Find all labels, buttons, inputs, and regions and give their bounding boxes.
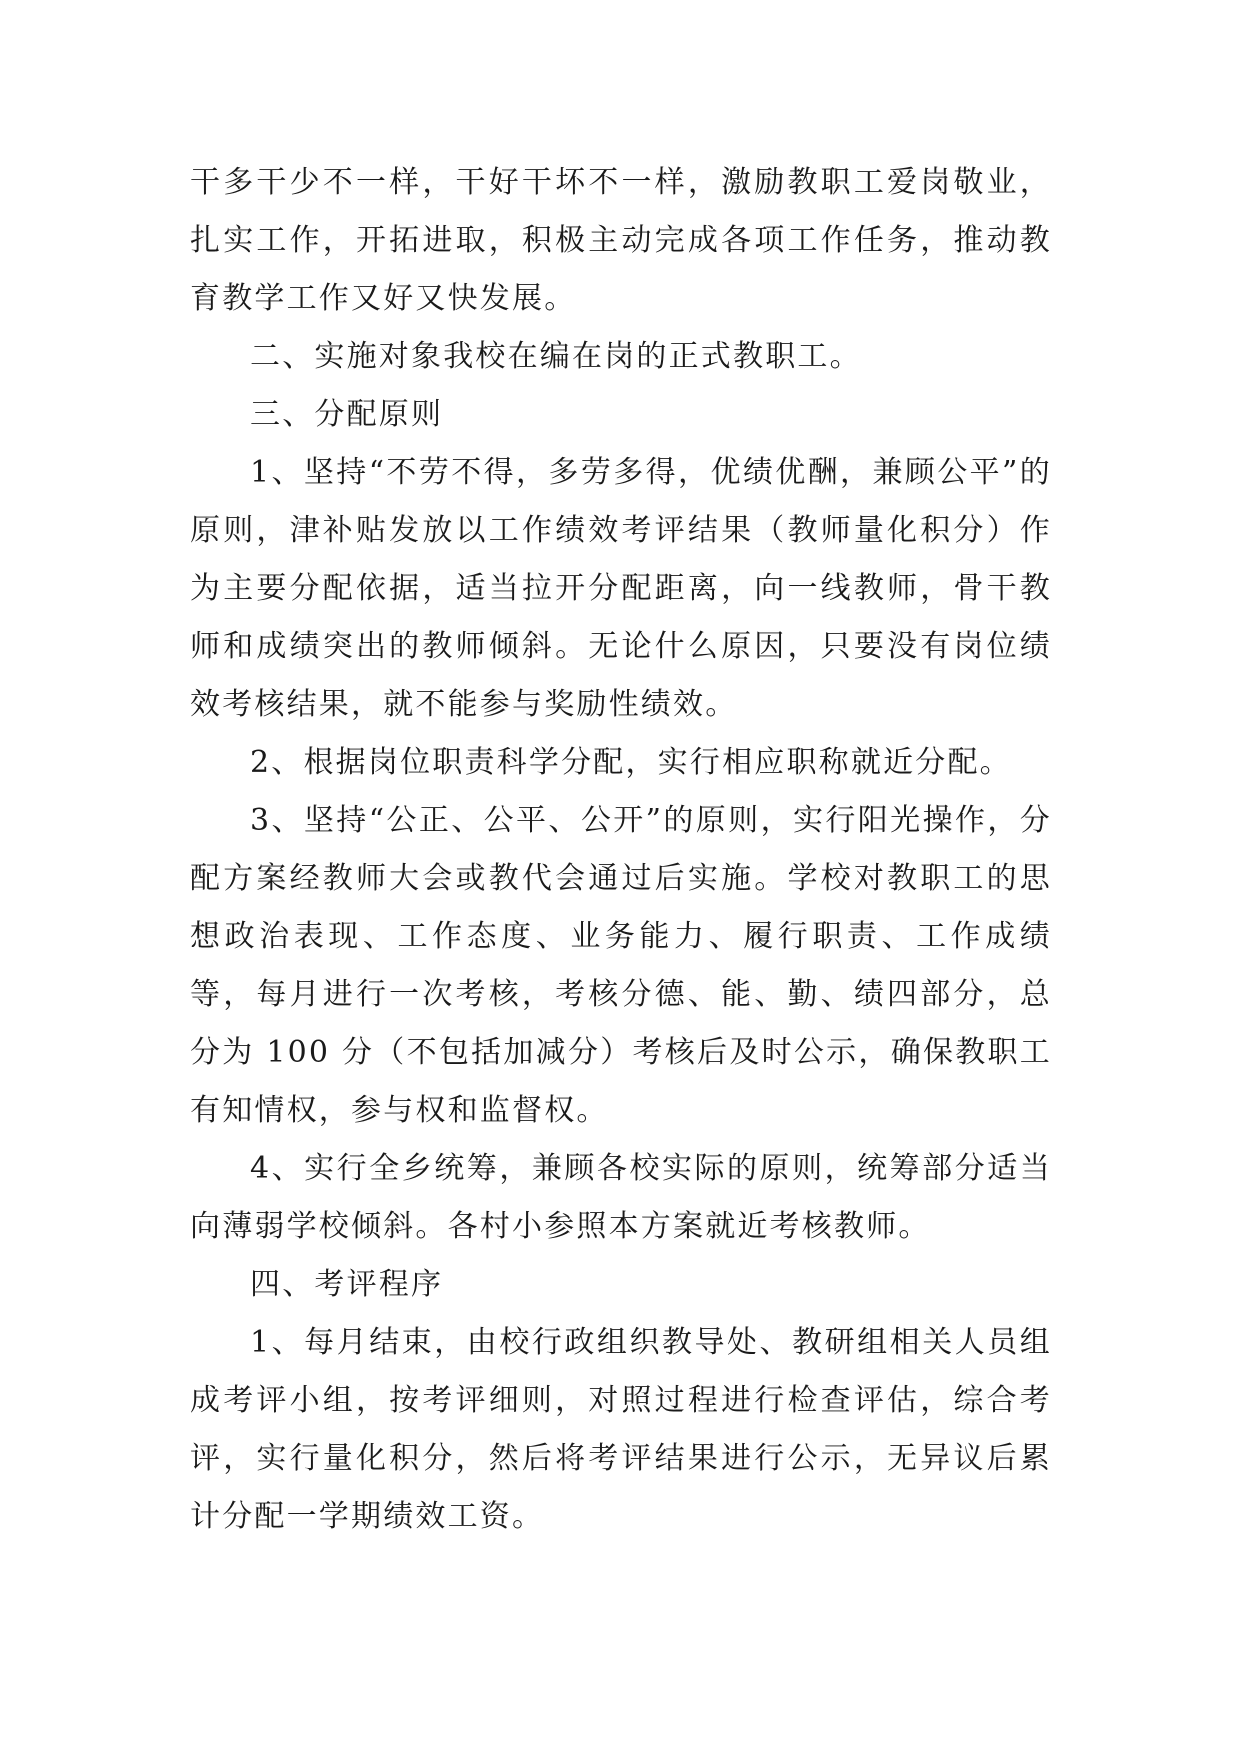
paragraph-continuation: 干多干少不一样，干好干坏不一样，激励教职工爱岗敬业，扎实工作，开拓进取，积极主动完成各项工作任务，推动教育教学工作又好又快发展。 bbox=[190, 165, 1052, 316]
principle-item-1: 1、坚持“不劳不得，多劳多得，优绩优酬，兼顾公平”的原则，津补贴发放以工作绩效考评结果（教师量化积分）作为主要分配依据，适当拉开分配距离，向一线教师，骨干教师和成绩突出的教师倾斜。无论什么原因，只要没有岗位绩效考核结果，就不能参与奖励性绩效。 bbox=[190, 455, 1052, 722]
section-heading-subjects: 二、实施对象我校在编在岗的正式教职工。 bbox=[250, 339, 862, 374]
principle-item-2: 2、根据岗位职责科学分配，实行相应职称就近分配。 bbox=[250, 745, 1012, 780]
section-heading-principles: 三、分配原则 bbox=[250, 397, 444, 432]
procedure-item-1: 1、每月结束，由校行政组织教导处、教研组相关人员组成考评小组，按考评细则，对照过程进行检查评估，综合考评，实行量化积分，然后将考评结果进行公示，无异议后累计分配一学期绩效工资。 bbox=[190, 1325, 1052, 1534]
principle-item-4: 4、实行全乡统筹，兼顾各校实际的原则，统筹部分适当向薄弱学校倾斜。各村小参照本方案就近考核教师。 bbox=[190, 1151, 1052, 1244]
section-heading-procedure: 四、考评程序 bbox=[250, 1267, 444, 1302]
document-body bbox=[190, 154, 1052, 1546]
principle-item-3: 3、坚持“公正、公平、公开”的原则，实行阳光操作，分配方案经教师大会或教代会通过后实施。学校对教职工的思想政治表现、工作态度、业务能力、履行职责、工作成绩等，每月进行一次考核，考核分德、能、勤、绩四部分，总分为 100 分（不包括加减分）考核后及时公示，确保教职工有知情权，参与权和监督权。 bbox=[190, 803, 1052, 1128]
